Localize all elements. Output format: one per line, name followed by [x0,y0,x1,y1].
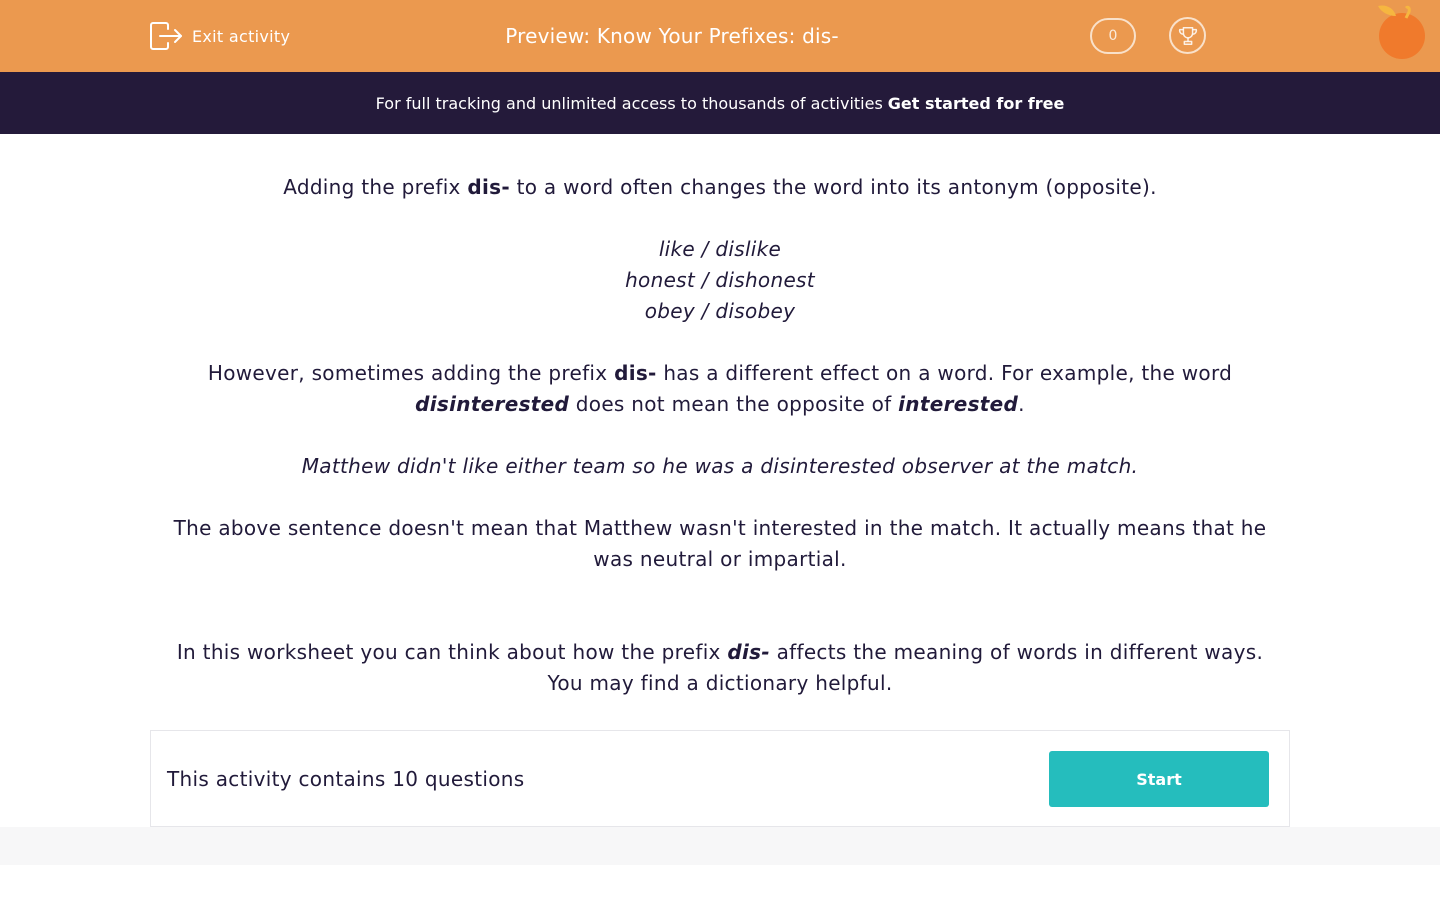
intro-text: . [1018,392,1025,416]
page-title: Preview: Know Your Prefixes: dis- [505,24,839,48]
intro-paragraph-1 [140,172,1300,203]
intro-text: Adding the prefix [283,175,468,199]
example-pair: like / dislike [658,237,782,261]
example-pair: obey / disobey [644,299,796,323]
trophy-icon [1177,25,1199,47]
top-bar [0,0,1440,72]
intro-content [140,172,1300,699]
intro-paragraph-4 [140,637,1300,668]
orange-logo [1376,4,1428,60]
exit-activity-label: Exit activity [192,26,291,46]
prefix-bold: dis- [727,640,770,664]
trophy-button[interactable] [1169,17,1206,54]
exit-activity-button[interactable] [149,20,290,52]
banner-text: For full tracking and unlimited access to thousands of activities [375,93,883,113]
intro-paragraph-4-line-2: You may find a dictionary helpful. [547,671,893,695]
word-disinterested: disinterested [415,392,570,416]
intro-text: has a different effect on a word. For example, the word [656,361,1233,385]
intro-text: However, sometimes adding the prefix [207,361,615,385]
example-sentence: Matthew didn't like either team so he was a disinterested observer at the match. [301,454,1139,478]
intro-paragraph-2 [140,358,1300,420]
example-pair: honest / dishonest [625,268,815,292]
footer-band [0,827,1440,865]
intro-text: affects the meaning of words in different ways. [769,640,1264,664]
intro-paragraph-3-line-1: The above sentence doesn't mean that Matthew wasn't interested in the match. It actually means that he [173,516,1267,540]
intro-paragraph-3-line-2: was neutral or impartial. [593,547,847,571]
prefix-bold: dis- [467,175,510,199]
word-interested: interested [898,392,1019,416]
activity-panel [150,730,1290,827]
intro-text: to a word often changes the word into its antonym (opposite). [509,175,1157,199]
score-badge: 0 [1090,18,1136,54]
exit-icon [149,21,183,51]
get-started-link[interactable]: Get started for free [887,93,1065,113]
intro-text: In this worksheet you can think about how the prefix [176,640,728,664]
question-count-text: This activity contains 10 questions [167,767,525,791]
start-button[interactable]: Start [1049,751,1269,807]
signup-banner [0,72,1440,134]
prefix-bold: dis- [614,361,657,385]
intro-text: does not mean the opposite of [569,392,899,416]
